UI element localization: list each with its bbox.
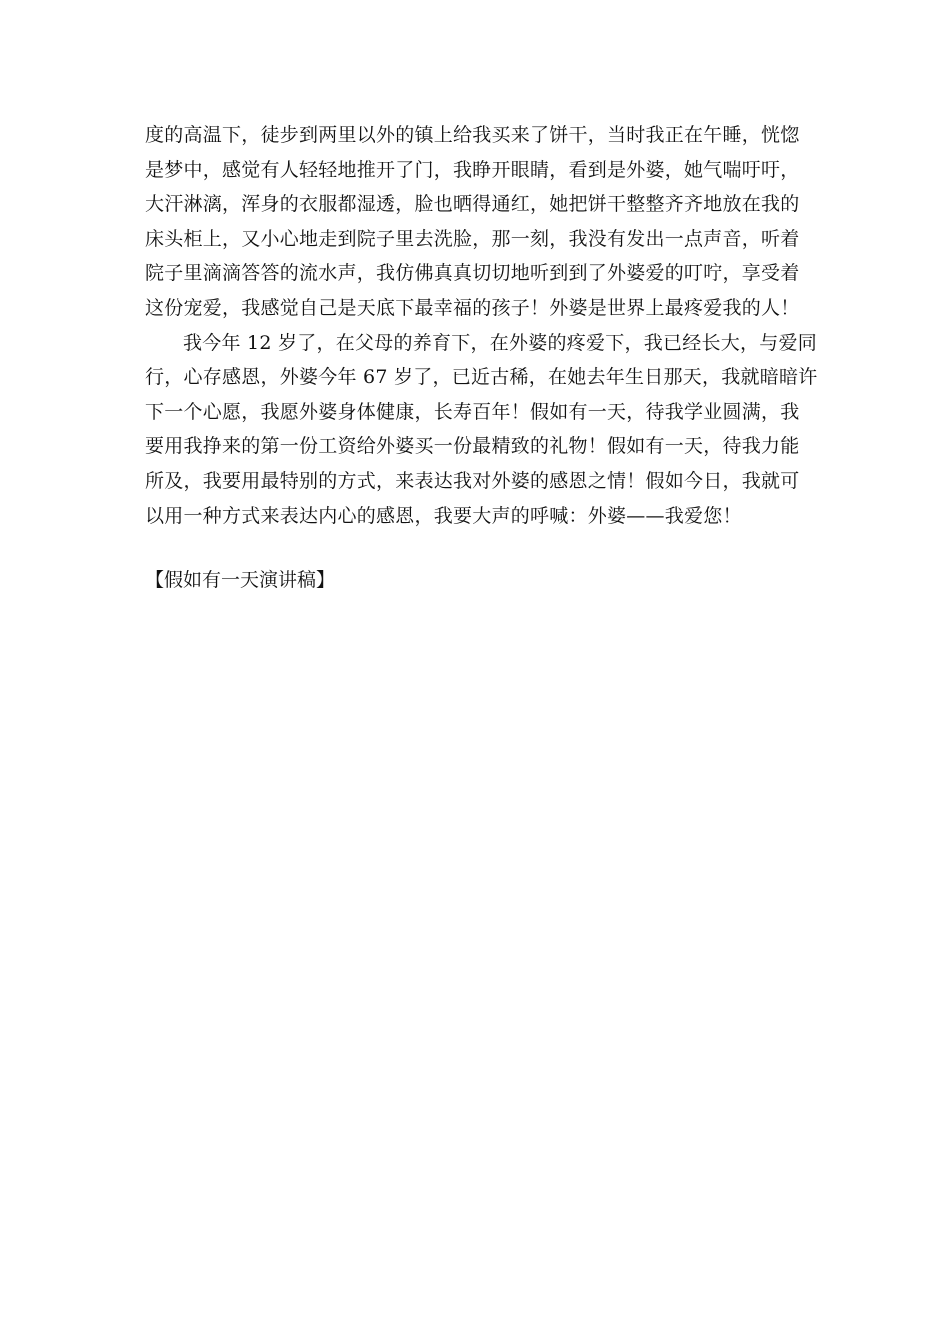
text-line: 是梦中，感觉有人轻轻地推开了门，我睁开眼睛，看到是外婆，她气喘吁吁， [145, 158, 800, 181]
text-line: 床头柜上，又小心地走到院子里去洗脸，那一刻，我没有发出一点声音，听着 [145, 227, 800, 250]
document-caption: 【假如有一天演讲稿】 [145, 569, 336, 591]
text-line: 大汗淋漓，浑身的衣服都湿透，脸也晒得通红，她把饼干整整齐齐地放在我的 [145, 193, 800, 216]
text-line: 我今年 12 岁了，在父母的养育下，在外婆的疼爱下，我已经长大，与爱同 [183, 331, 818, 354]
text-line: 这份宠爱，我感觉自己是天底下最幸福的孩子！外婆是世界上最疼爱我的人！ [145, 296, 800, 319]
paragraph-2 [145, 326, 818, 534]
text-line: 要用我挣来的第一份工资给外婆买一份最精致的礼物！假如有一天，待我力能 [145, 435, 800, 458]
text-line: 度的高温下，徒步到两里以外的镇上给我买来了饼干，当时我正在午睡，恍惚 [145, 124, 800, 146]
text-line: 所及，我要用最特别的方式，来表达我对外婆的感恩之情！假如今日，我就可 [145, 469, 800, 492]
text-line: 以用一种方式来表达内心的感恩，我要大声的呼喊：外婆——我爱您！ [145, 504, 742, 527]
text-line: 行，心存感恩，外婆今年 67 岁了，已近古稀，在她去年生日那天，我就暗暗许 [145, 366, 818, 389]
text-line: 下一个心愿，我愿外婆身体健康，长寿百年！假如有一天，待我学业圆满，我 [145, 400, 800, 423]
text-line: 院子里滴滴答答的流水声，我仿佛真真切切地听到到了外婆爱的叮咛，享受着 [145, 262, 800, 285]
paragraph-1 [145, 118, 810, 326]
document-body [145, 118, 818, 533]
